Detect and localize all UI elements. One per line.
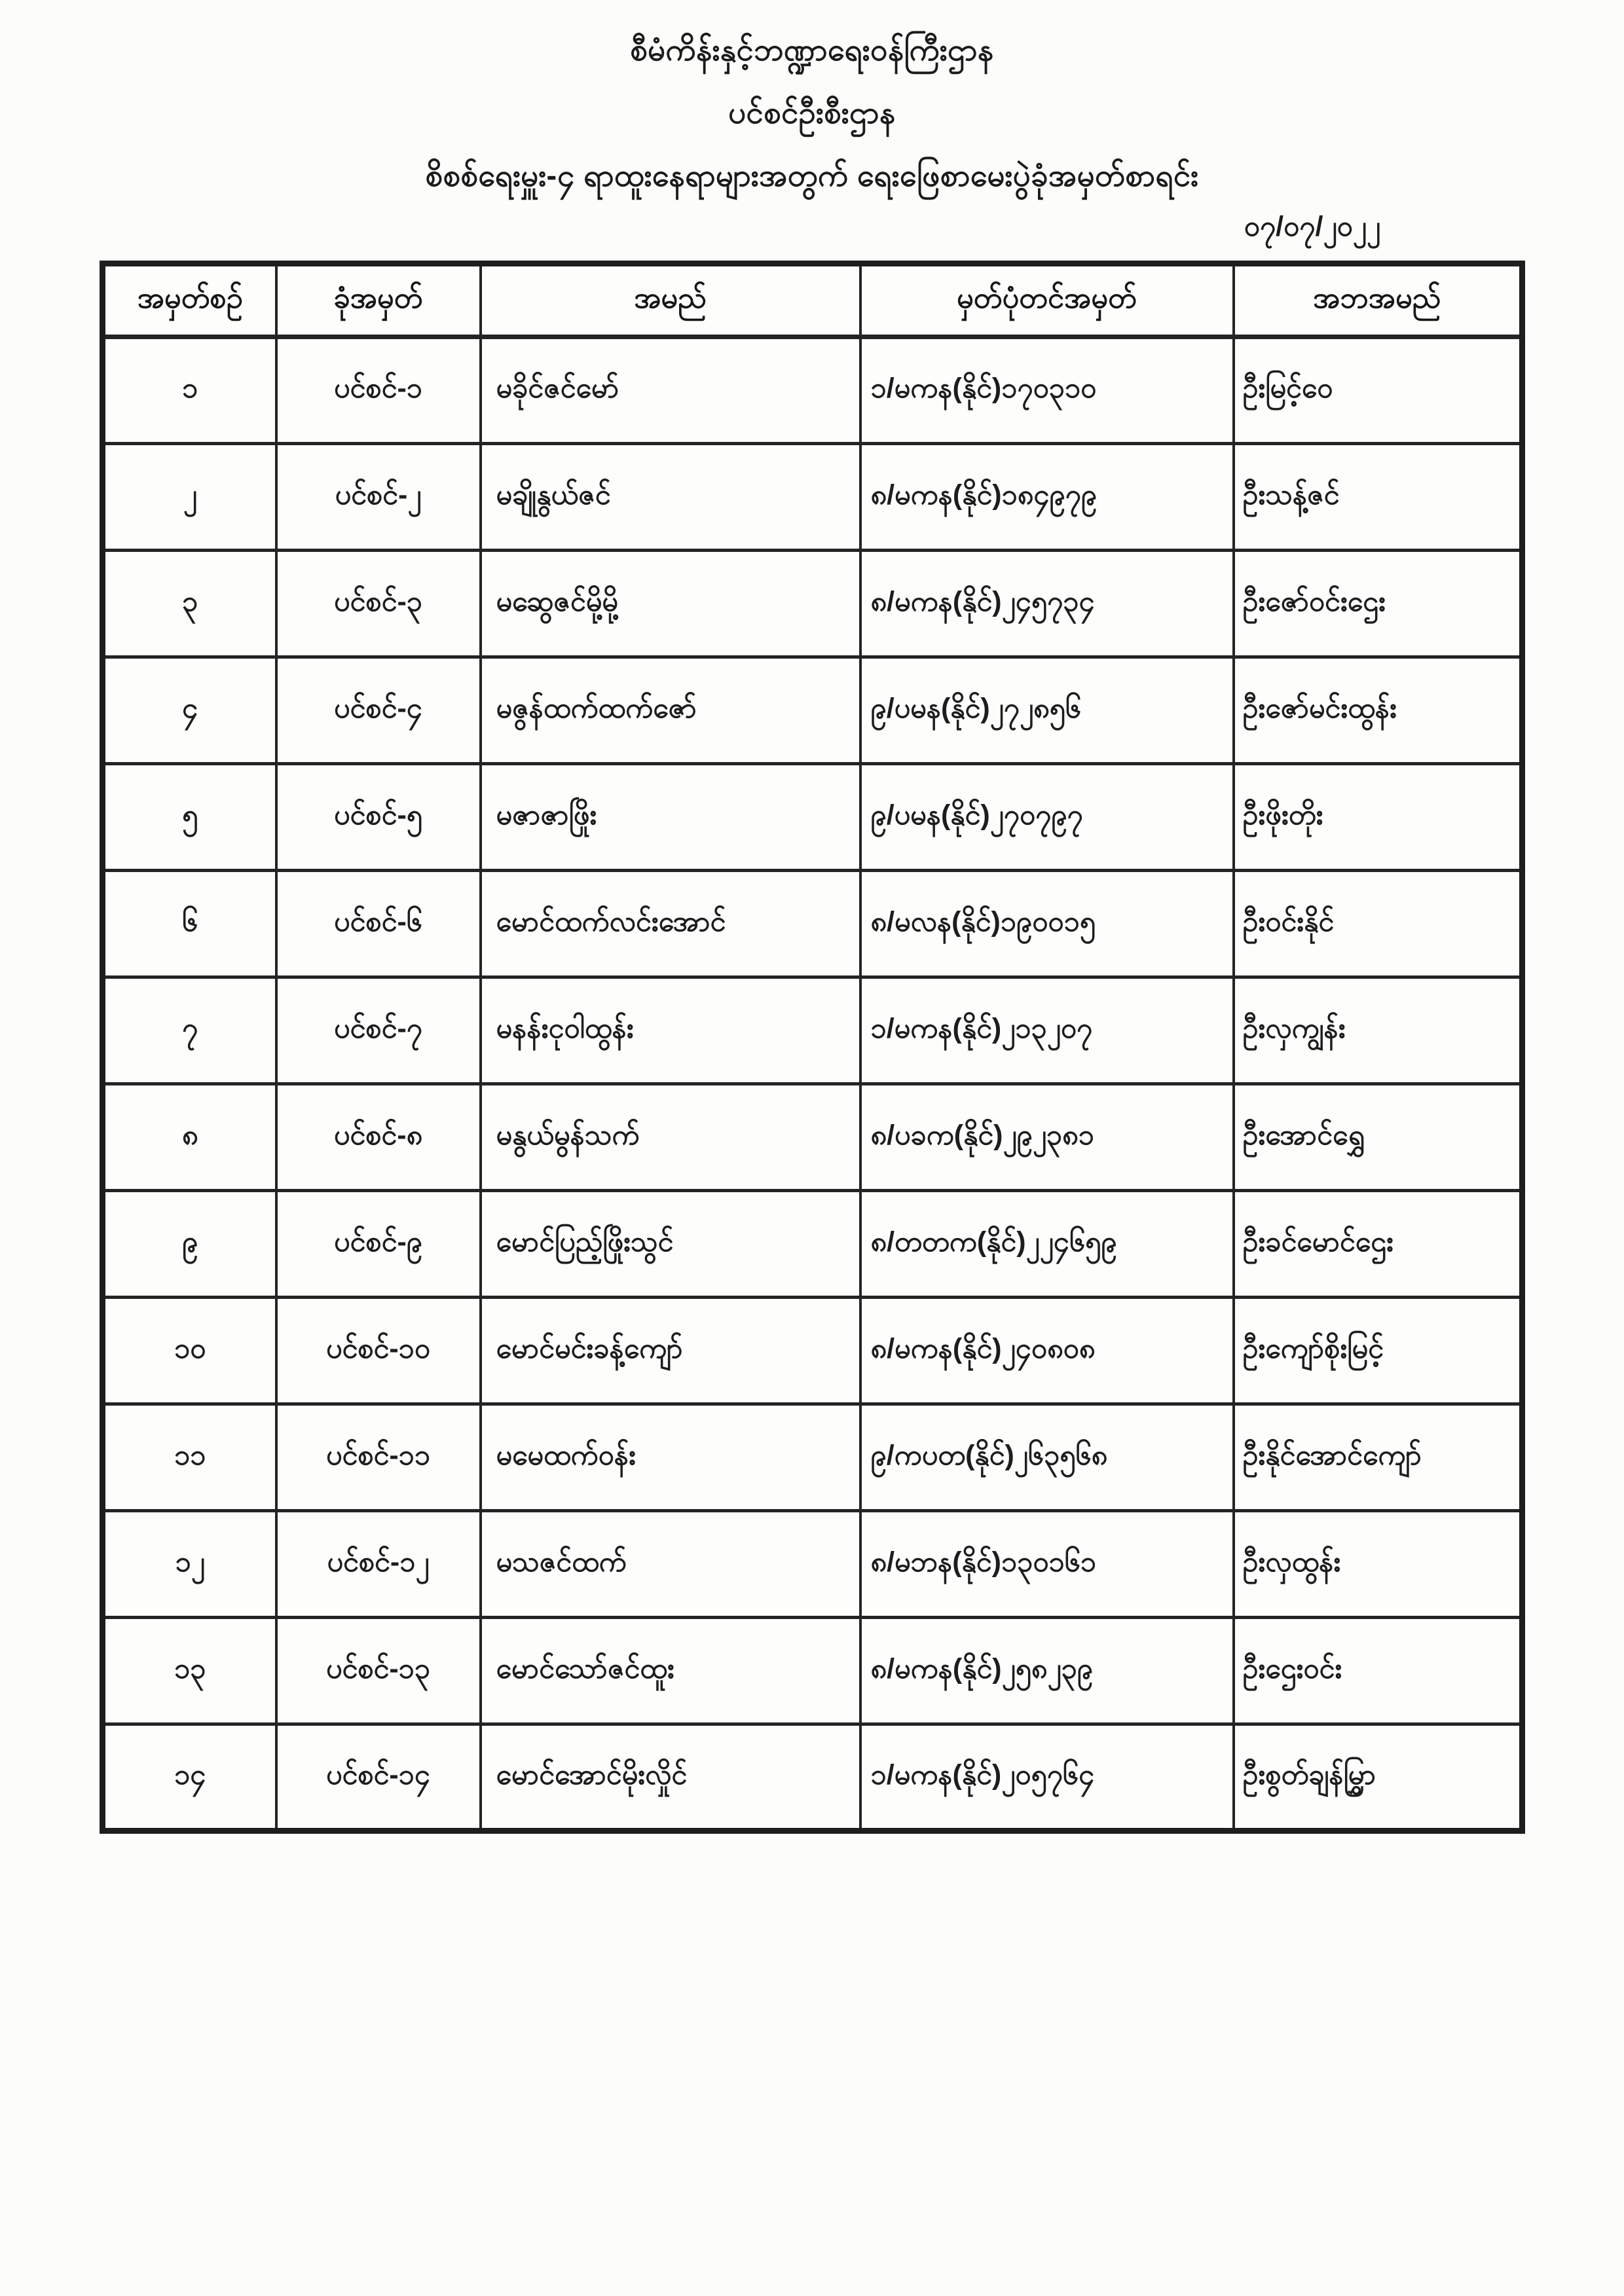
serial-cell: ၄	[103, 657, 276, 764]
table-row	[103, 1618, 1522, 1724]
father-cell: ဦးဇော်မင်းထွန်း	[1234, 657, 1522, 764]
father-cell: ဦးလှကျွန်း	[1234, 977, 1522, 1084]
nrc-cell: ၈/မလန(နိုင်)၁၉၀၀၁၅	[860, 871, 1234, 977]
name-cell: မောင်သော်ဇင်ထူး	[481, 1618, 860, 1724]
table-row	[103, 1298, 1522, 1404]
name-cell: မနန်းငုဝါထွန်း	[481, 977, 860, 1084]
father-cell: ဦးမြင့်ဝေ	[1234, 337, 1522, 444]
nrc-cell: ၉/ပမန(နိုင်)၂၇၀၇၉၇	[860, 764, 1234, 871]
father-cell: ဦးဌေးဝင်း	[1234, 1618, 1522, 1724]
nrc-cell: ၁/မကန(နိုင်)၁၇၀၃၁၀	[860, 337, 1234, 444]
department-title: ပင်စင်ဦးစီးဌာန	[728, 95, 896, 130]
name-cell: မနွယ်မွန်သက်	[481, 1084, 860, 1191]
seat-cell: ပင်စင်-၇	[276, 977, 481, 1084]
table-row	[103, 1404, 1522, 1511]
table-header	[103, 264, 1522, 337]
seat-cell: ပင်စင်-၆	[276, 871, 481, 977]
serial-cell: ၃	[103, 551, 276, 657]
col-header-nrc: မှတ်ပုံတင်အမှတ်	[860, 264, 1234, 337]
table-row	[103, 871, 1522, 977]
table-row	[103, 337, 1522, 444]
father-cell: ဦးဖိုးတိုး	[1234, 764, 1522, 871]
name-cell: မခိုင်ဇင်မော်	[481, 337, 860, 444]
seat-cell: ပင်စင်-၉	[276, 1191, 481, 1298]
serial-cell: ၁၃	[103, 1618, 276, 1724]
table-row	[103, 1084, 1522, 1191]
father-cell: ဦးဇော်ဝင်းဌေး	[1234, 551, 1522, 657]
nrc-cell: ၈/ပခက(နိုင်)၂၉၂၃၈၁	[860, 1084, 1234, 1191]
serial-cell: ၁၁	[103, 1404, 276, 1511]
seat-cell: ပင်စင်-၁	[276, 337, 481, 444]
nrc-cell: ၈/မကန(နိုင်)၂၄၀၈၀၈	[860, 1298, 1234, 1404]
table-body	[103, 337, 1522, 1831]
serial-cell: ၁၄	[103, 1724, 276, 1831]
serial-cell: ၂	[103, 444, 276, 551]
seat-cell: ပင်စင်-၄	[276, 657, 481, 764]
table-row	[103, 551, 1522, 657]
col-header-serial: အမှတ်စဉ်	[103, 264, 276, 337]
name-cell: မမေထက်ဝန်း	[481, 1404, 860, 1511]
table-row	[103, 657, 1522, 764]
seat-cell: ပင်စင်-၁၁	[276, 1404, 481, 1511]
table-header-row	[103, 264, 1522, 337]
nrc-cell: ၈/မကန(နိုင်)၂၄၅၇၃၄	[860, 551, 1234, 657]
father-cell: ဦးအောင်ရွှေ	[1234, 1084, 1522, 1191]
nrc-cell: ၈/မကန(နိုင်)၁၈၄၉၇၉	[860, 444, 1234, 551]
document-subject-title: စိစစ်ရေးမှူး-၄ ရာထူးနေရာများအတွက် ရေးဖြေစာမေးပွဲခုံအမှတ်စာရင်း	[425, 158, 1199, 192]
nrc-cell: ၁/မကန(နိုင်)၂၀၅၇၆၄	[860, 1724, 1234, 1831]
name-cell: မောင်မင်းခန့်ကျော်	[481, 1298, 860, 1404]
father-cell: ဦးလှထွန်း	[1234, 1511, 1522, 1618]
document-date: ၀၇/၀၇/၂၀၂၂	[1244, 211, 1380, 242]
exam-seat-roster-table	[100, 261, 1525, 1834]
nrc-cell: ၈/တတက(နိုင်)၂၂၄၆၅၉	[860, 1191, 1234, 1298]
table-row	[103, 444, 1522, 551]
nrc-cell: ၉/ကပတ(နိုင်)၂၆၃၅၆၈	[860, 1404, 1234, 1511]
nrc-cell: ၈/မဘန(နိုင်)၁၃၀၁၆၁	[860, 1511, 1234, 1618]
nrc-cell: ၉/ပမန(နိုင်)၂၇၂၈၅၆	[860, 657, 1234, 764]
serial-cell: ၅	[103, 764, 276, 871]
seat-cell: ပင်စင်-၃	[276, 551, 481, 657]
seat-cell: ပင်စင်-၁၃	[276, 1618, 481, 1724]
name-cell: မသဇင်ထက်	[481, 1511, 860, 1618]
seat-cell: ပင်စင်-၁၀	[276, 1298, 481, 1404]
table-row	[103, 1511, 1522, 1618]
name-cell: မဇွန်ထက်ထက်ဇော်	[481, 657, 860, 764]
serial-cell: ၉	[103, 1191, 276, 1298]
name-cell: မဆွေဇင်မို့မို့	[481, 551, 860, 657]
table-row	[103, 764, 1522, 871]
seat-cell: ပင်စင်-၁၂	[276, 1511, 481, 1618]
father-cell: ဦးဝင်းနိုင်	[1234, 871, 1522, 977]
serial-cell: ၇	[103, 977, 276, 1084]
serial-cell: ၆	[103, 871, 276, 977]
name-cell: မောင်ထက်လင်းအောင်	[481, 871, 860, 977]
name-cell: မောင်အောင်မိုးလှိုင်	[481, 1724, 860, 1831]
nrc-cell: ၈/မကန(နိုင်)၂၅၈၂၃၉	[860, 1618, 1234, 1724]
father-cell: ဦးခင်မောင်ဌေး	[1234, 1191, 1522, 1298]
serial-cell: ၁၀	[103, 1298, 276, 1404]
document-header	[0, 18, 1624, 207]
seat-cell: ပင်စင်-၅	[276, 764, 481, 871]
ministry-title: စီမံကိန်းနှင့်ဘဏ္ဍာရေးဝန်ကြီးဌာန	[630, 32, 994, 67]
serial-cell: ၁၂	[103, 1511, 276, 1618]
table-row	[103, 977, 1522, 1084]
serial-cell: ၈	[103, 1084, 276, 1191]
father-cell: ဦးစွတ်ချန်မြွှာ	[1234, 1724, 1522, 1831]
col-header-father: အဘအမည်	[1234, 264, 1522, 337]
seat-cell: ပင်စင်-၂	[276, 444, 481, 551]
table-row	[103, 1191, 1522, 1298]
seat-cell: ပင်စင်-၁၄	[276, 1724, 481, 1831]
serial-cell: ၁	[103, 337, 276, 444]
name-cell: မဇာဇာဖြိုး	[481, 764, 860, 871]
seat-cell: ပင်စင်-၈	[276, 1084, 481, 1191]
name-cell: မချိုနွယ်ဇင်	[481, 444, 860, 551]
name-cell: မောင်ပြည့်ဖြိုးသွင်	[481, 1191, 860, 1298]
nrc-cell: ၁/မကန(နိုင်)၂၁၃၂၀၇	[860, 977, 1234, 1084]
father-cell: ဦးနိုင်အောင်ကျော်	[1234, 1404, 1522, 1511]
table-row	[103, 1724, 1522, 1831]
col-header-seat: ခုံအမှတ်	[276, 264, 481, 337]
father-cell: ဦးသန့်ဇင်	[1234, 444, 1522, 551]
father-cell: ဦးကျော်စိုးမြင့်	[1234, 1298, 1522, 1404]
col-header-name: အမည်	[481, 264, 860, 337]
